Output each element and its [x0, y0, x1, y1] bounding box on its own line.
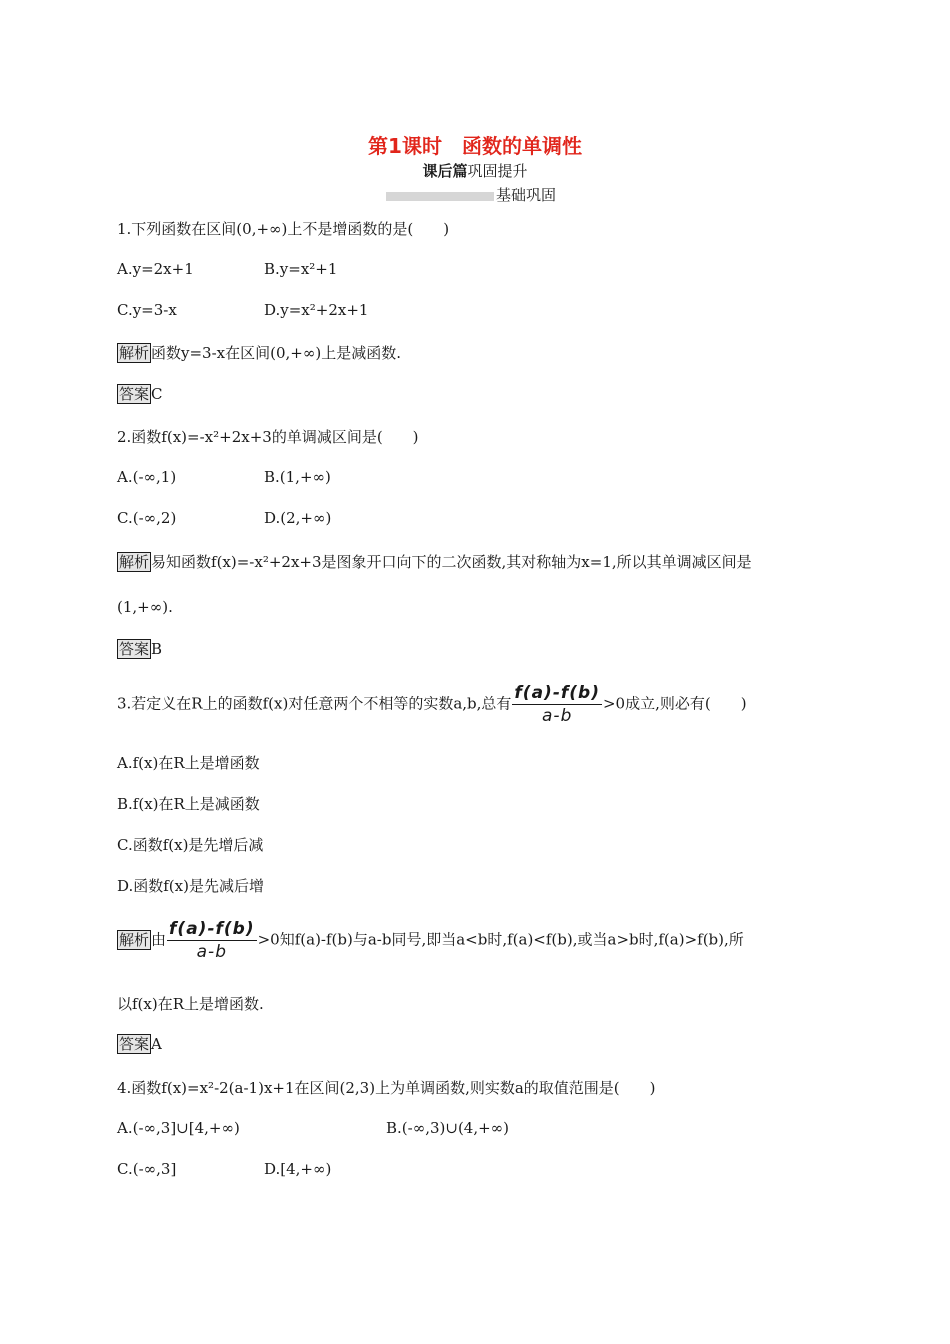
section-header [386, 184, 556, 205]
fraction-numerator: f(a)-f(b) [169, 919, 255, 939]
q2-answer [117, 639, 162, 659]
q1-answer-text: C [151, 385, 163, 403]
subtitle-rest: 巩固提升 [467, 162, 528, 180]
q2-option-c: C.(-∞,2) [117, 509, 177, 527]
q2-answer-text: B [151, 640, 163, 658]
q3-fraction [512, 682, 602, 727]
section-bar [386, 192, 494, 201]
analysis-tag: 解析 [119, 344, 150, 362]
q2-option-b: B.(1,+∞) [264, 468, 331, 486]
analysis-tag: 解析 [119, 553, 150, 571]
q4-option-c: C.(-∞,3] [117, 1160, 177, 1178]
q2-option-d: D.(2,+∞) [264, 509, 332, 527]
q2-analysis [117, 551, 752, 572]
q1-answer [117, 384, 163, 404]
q3-option-a: A.f(x)在R上是增函数 [117, 754, 260, 772]
q1-option-d: D.y=x²+2x+1 [264, 301, 369, 319]
q3-analysis-line2: 以f(x)在R上是增函数. [117, 995, 264, 1013]
section-label: 基础巩固 [496, 186, 557, 204]
q3-analysis-after: >0知f(a)-f(b)与a-b同号,即当a<b时,f(a)<f(b),或当a>b时,f(a)>f(b),所 [257, 930, 744, 949]
q2-option-a: A.(-∞,1) [117, 468, 177, 486]
fraction-denominator: a-b [542, 706, 573, 726]
subtitle [0, 160, 950, 181]
q3-analysis-before: 由 [151, 930, 167, 949]
q3-stem [117, 682, 747, 727]
q3-stem-after: >0成立,则必有( ) [602, 694, 747, 713]
q3-answer [117, 1034, 162, 1054]
subtitle-bold: 课后篇 [422, 162, 468, 180]
q3-analysis [117, 918, 744, 963]
q3-stem-before: 3.若定义在R上的函数f(x)对任意两个不相等的实数a,b,总有 [117, 694, 512, 713]
q3-analysis-fraction [167, 918, 257, 963]
q1-option-c: C.y=3-x [117, 301, 177, 319]
q2-stem: 2.函数f(x)=-x²+2x+3的单调减区间是( ) [117, 428, 419, 446]
q1-option-a: A.y=2x+1 [117, 260, 194, 278]
answer-tag: 答案 [119, 640, 150, 658]
analysis-tag: 解析 [119, 930, 150, 949]
q1-analysis [117, 342, 401, 363]
q3-answer-text: A [151, 1035, 162, 1053]
q4-option-d: D.[4,+∞) [264, 1160, 332, 1178]
q4-option-b: B.(-∞,3)∪(4,+∞) [386, 1119, 510, 1137]
lesson-title: 第1课时 函数的单调性 [368, 134, 582, 158]
q1-option-b: B.y=x²+1 [264, 260, 338, 278]
q4-option-a: A.(-∞,3]∪[4,+∞) [117, 1119, 240, 1137]
q2-analysis-text: 易知函数f(x)=-x²+2x+3是图象开口向下的二次函数,其对称轴为x=1,所以其单调减区间是 [151, 553, 752, 571]
q3-option-d: D.函数f(x)是先减后增 [117, 877, 264, 895]
fraction-denominator: a-b [196, 942, 227, 962]
q2-analysis-line2: (1,+∞). [117, 598, 173, 616]
q3-option-b: B.f(x)在R上是减函数 [117, 795, 260, 813]
fraction-numerator: f(a)-f(b) [514, 683, 600, 703]
answer-tag: 答案 [119, 1035, 150, 1053]
q4-stem: 4.函数f(x)=x²-2(a-1)x+1在区间(2,3)上为单调函数,则实数a的取值范围是( ) [117, 1079, 656, 1097]
q3-option-c: C.函数f(x)是先增后减 [117, 836, 264, 854]
answer-tag: 答案 [119, 385, 150, 403]
q1-analysis-text: 函数y=3-x在区间(0,+∞)上是减函数. [151, 344, 401, 362]
q1-stem: 1.下列函数在区间(0,+∞)上不是增函数的是( ) [117, 220, 450, 238]
